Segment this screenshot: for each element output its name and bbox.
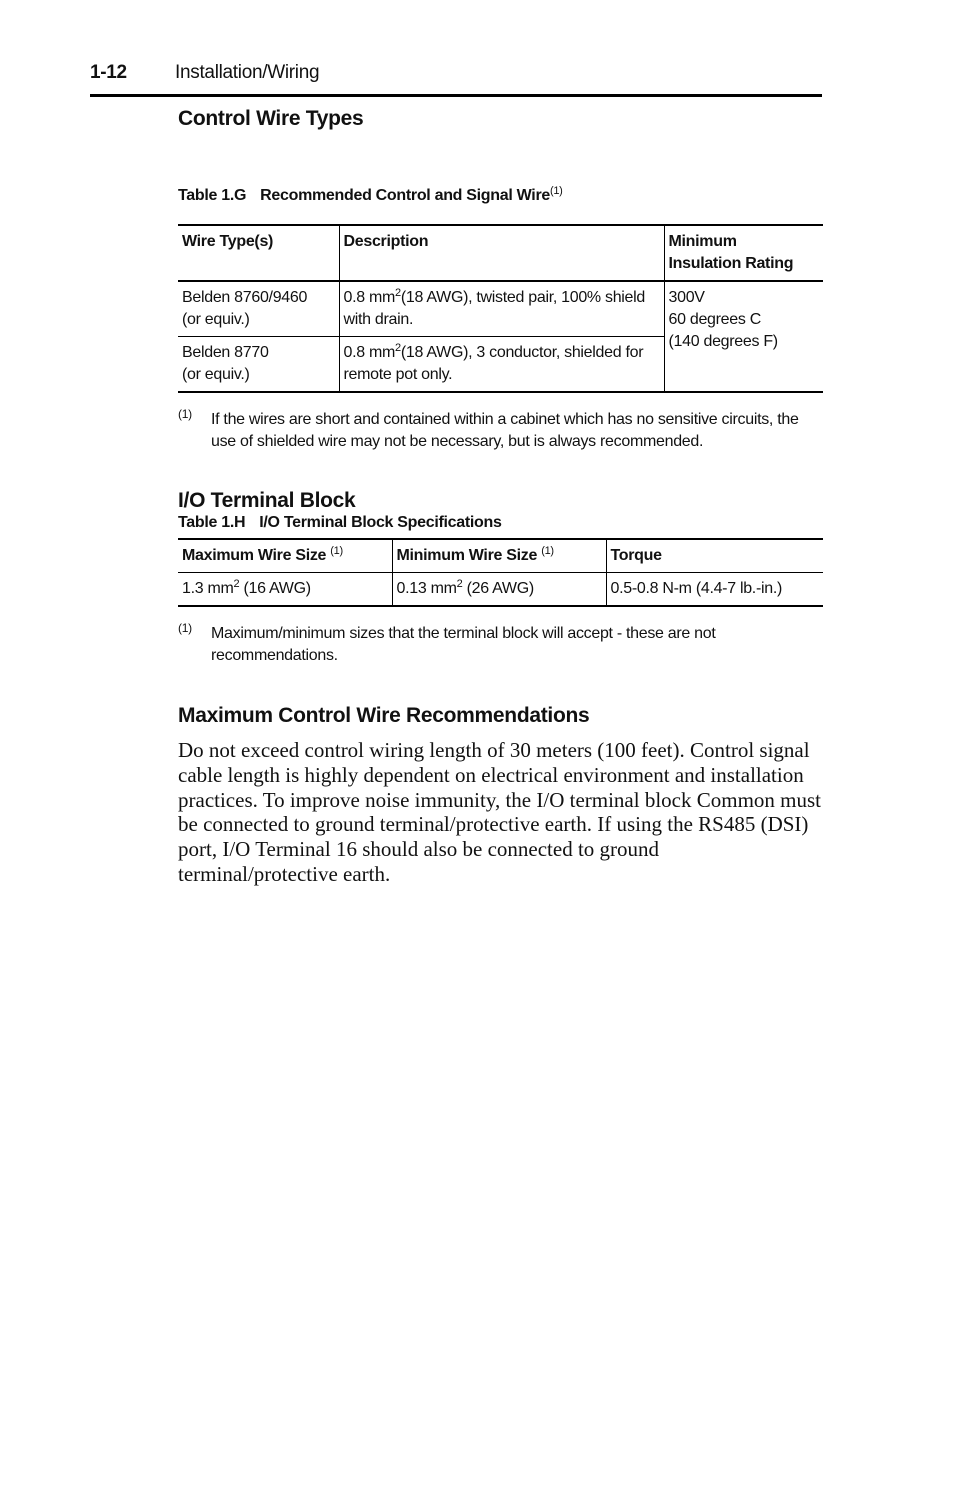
footnote-mark: (1) bbox=[178, 407, 192, 421]
control-wire-table bbox=[178, 224, 823, 393]
col-header-line-1: Minimum bbox=[668, 233, 737, 250]
rating-line: 300V bbox=[668, 289, 705, 306]
heading-control-wire-types: Control Wire Types bbox=[178, 107, 364, 130]
table-1g-caption bbox=[178, 187, 563, 205]
desc-prefix: 0.8 mm bbox=[343, 289, 396, 306]
header-rule bbox=[90, 94, 822, 97]
value-rest: (26 AWG) bbox=[462, 580, 534, 597]
table-1g-footnote-ref: (1) bbox=[549, 185, 563, 197]
table-1g-title: Recommended Control and Signal Wire bbox=[260, 187, 550, 204]
wire-type-line: (or equiv.) bbox=[182, 311, 250, 328]
col-header-max-wire-size bbox=[178, 539, 392, 573]
table-row bbox=[178, 281, 823, 337]
cell-torque: 0.5-0.8 N-m (4.4-7 lb.-in.) bbox=[606, 573, 823, 607]
desc-rest: (18 AWG), twisted pair, 100% shield with drain. bbox=[343, 289, 646, 328]
col-header-line-2: Insulation Rating bbox=[668, 255, 794, 272]
col-header-wire-type: Wire Type(s) bbox=[178, 225, 339, 281]
rating-line: (140 degrees F) bbox=[668, 333, 778, 350]
wire-type-line: Belden 8770 bbox=[182, 344, 269, 361]
cell-insulation-rating bbox=[664, 281, 823, 392]
cell-description bbox=[339, 281, 664, 337]
table-1h-label: Table 1.H bbox=[178, 514, 246, 531]
footnote-io-block bbox=[178, 623, 823, 669]
footnote-text: Maximum/minimum sizes that the terminal block will accept - these are not recommendations. bbox=[211, 625, 716, 664]
wire-type-line: Belden 8760/9460 bbox=[182, 289, 308, 306]
table-1h-title: I/O Terminal Block Specifications bbox=[259, 514, 502, 531]
desc-prefix: 0.8 mm bbox=[343, 344, 396, 361]
header-label: Maximum Wire Size bbox=[182, 547, 327, 564]
footnote-control-wire bbox=[178, 409, 823, 455]
footnote-text: If the wires are short and contained within a cabinet which has no sensitive circuits, the use of shielded wire may not be necessary, but is always recommended. bbox=[211, 411, 799, 450]
footnote-mark: (1) bbox=[178, 621, 192, 635]
desc-rest: (18 AWG), 3 conductor, shielded for remote pot only. bbox=[343, 344, 644, 383]
rating-line: 60 degrees C bbox=[668, 311, 761, 328]
cell-description bbox=[339, 337, 664, 393]
value-prefix: 1.3 mm bbox=[182, 580, 234, 597]
col-header-insulation-rating bbox=[664, 225, 823, 281]
wire-type-line: (or equiv.) bbox=[182, 366, 250, 383]
desc-superscript: 2 bbox=[395, 287, 401, 299]
cell-wire-type bbox=[178, 337, 339, 393]
desc-superscript: 2 bbox=[395, 342, 401, 354]
table-header-row bbox=[178, 539, 823, 573]
cell-max-wire-size bbox=[178, 573, 392, 607]
page-number: 1-12 bbox=[90, 62, 127, 83]
header-footnote-ref: (1) bbox=[330, 545, 343, 557]
value-rest: (16 AWG) bbox=[239, 580, 311, 597]
col-header-description: Description bbox=[339, 225, 664, 281]
col-header-min-wire-size bbox=[392, 539, 606, 573]
value-superscript: 2 bbox=[233, 578, 240, 590]
table-1g-label: Table 1.G bbox=[178, 187, 247, 204]
io-terminal-table bbox=[178, 538, 823, 607]
cell-wire-type bbox=[178, 281, 339, 337]
table-header-row bbox=[178, 225, 823, 281]
section-title: Installation/Wiring bbox=[175, 62, 320, 83]
table-1h-caption bbox=[178, 514, 502, 532]
value-prefix: 0.13 mm bbox=[396, 580, 457, 597]
col-header-torque: Torque bbox=[606, 539, 823, 573]
cell-min-wire-size bbox=[392, 573, 606, 607]
header-footnote-ref: (1) bbox=[541, 545, 554, 557]
table-row bbox=[178, 573, 823, 607]
header-label: Minimum Wire Size bbox=[396, 547, 538, 564]
value-superscript: 2 bbox=[456, 578, 463, 590]
body-paragraph: Do not exceed control wiring length of 30 meters (100 feet). Control signal cable length is highly dependent on electrical environment and installation practices. To improve noise immunity, the I/O terminal block Common must be connected to ground terminal/protective earth. If using the RS485 (DSI) port, I/O Terminal 16 should also be connected to ground terminal/protective earth. bbox=[178, 738, 822, 886]
heading-max-control-wire: Maximum Control Wire Recommendations bbox=[178, 704, 590, 727]
heading-io-terminal-block: I/O Terminal Block bbox=[178, 489, 356, 512]
